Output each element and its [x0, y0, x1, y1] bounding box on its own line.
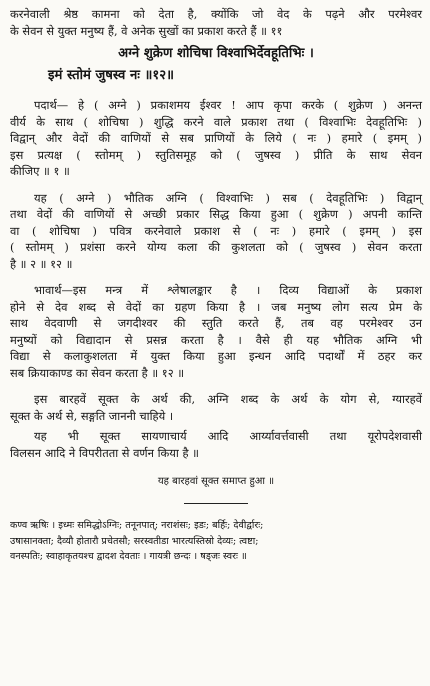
text-line: विद्या से कलाकुशलता में युक्त किया हुआ इन्धन आदि पदार्थों में ठहर कर — [10, 349, 422, 363]
text-line: साथ वेदवाणी से जगदीश्वर की स्तुति करते हैं, तब वह परमेश्वर उन — [10, 316, 422, 330]
summary-section — [10, 391, 422, 424]
text-line: के सेवन से युक्त मनुष्य हैं, वे अनेक सुखों का प्रकाश करते हैं ॥ ११ — [10, 23, 283, 38]
text-line: होने से देव शब्द से वेदों का ग्रहण किया है । जब मनुष्य लोग सत्य प्रेम के — [10, 299, 422, 314]
text-line: पदार्थ— हे ( अग्ने ) प्रकाशमय ईश्वर ! आप कृपा करके ( शुक्रेण ) अनन्त — [34, 98, 422, 112]
padartha-section — [10, 97, 422, 180]
text-line: विलसन आदि ने विपरीतता से वर्णन किया है ॥ — [10, 445, 199, 460]
text-line: वा ( शोचिषा ) पवित्र करनेवाले प्रकाश से ( नः ) हमारे ( इमम् ) इस — [10, 223, 422, 238]
text-line: कीजिए ॥ १ ॥ — [10, 164, 70, 178]
mantra-line-1: अग्ने शुक्रेण शोचिषा विश्वाभिर्देवहूतिभिः । — [118, 46, 314, 61]
text-line: इस प्रत्यक्ष ( स्तोमम् ) स्तुतिसमूह को ( जुषस्व ) प्रीति के साथ सेवन — [10, 147, 422, 162]
text-line: यह भी सूक्त सायणाचार्य आदि आर्य्यावर्त्तवासी तथा यूरोपदेशवासी — [34, 429, 422, 443]
text-line: भावार्थ—इस मन्त्र में श्लेषालङ्कार है । दिव्य विद्याओं के प्रकाश — [34, 283, 422, 297]
text-line: वीर्य के साथ ( शोचिषा ) शुद्धि करने वाले प्रकाश तथा ( विश्वाभिः देवहूतिभिः ) — [10, 114, 422, 129]
text-line: इस बारहवें सूक्त के अर्थ की, अग्नि शब्द के अर्थ के योग से, ग्यारहवें — [34, 392, 422, 406]
text-line: कण्व ऋषिः । इध्मः समिद्धोऽग्निः; तनूनपात्; नराशंसः; इडः; बर्हिः; देवीर्द्वारः; — [10, 520, 264, 531]
text-line: तथा वेदों की वाणियों से अच्छी प्रकार सिद्ध किया हुआ ( शुक्रेण ) अपनी कान्ति — [10, 207, 422, 221]
criticism-section — [10, 428, 422, 461]
text-line: मनुष्यों को विद्यादान से प्रसन्न करता है । वैसे ही यह भौतिक अग्नि भी — [10, 332, 422, 347]
bhavartha-section — [10, 282, 422, 381]
text-line: है ॥ २ ॥ १२ ॥ — [10, 256, 73, 271]
text-line: उषासानक्ता; दैव्यौ होतारौ प्रचेतसौ; सरस्वतीडा भारत्यस्तिस्रो देव्यः; त्वष्टा; — [10, 535, 259, 547]
text-line: वनस्पतिः; स्वाहाकृतयश्च द्वादश देवताः । गायत्री छन्दः । षड्जः स्वरः ॥ — [10, 551, 247, 563]
mantra-line-2: इमं स्तोमं जुषस्व नः ॥१२॥ — [48, 68, 175, 83]
text-line: सूक्त के अर्थ से, सङ्गति जाननी चाहिये । — [10, 408, 174, 423]
rishi-devata-footer — [10, 518, 422, 565]
sukta-conclusion: यह बारहवां सूक्त समाप्त हुआ ॥ — [157, 476, 275, 487]
text-line: सब क्रियाकाण्ड का सेवन करता है ॥ १२ ॥ — [10, 365, 185, 380]
text-line: विद्वान् और वेदों की वाणियों से सब प्राणियों के लिये ( नः ) हमारे ( इमम् ) — [10, 131, 422, 145]
second-meaning-section — [10, 190, 422, 273]
text-line: ( स्तोमम् ) प्रशंसा करने योग्य कला की कुशलता को ( जुषस्व ) सेवन करता — [10, 240, 422, 254]
text-line: यह ( अग्ने ) भौतिक अग्नि ( विश्वाभिः ) सब ( देवहूतिभिः ) विद्वान् — [34, 190, 422, 205]
text-line: करनेवाली श्रेष्ठ कामना को देता है, क्योंकि जो वेद के पढ़ने और परमेश्वर — [10, 7, 422, 21]
